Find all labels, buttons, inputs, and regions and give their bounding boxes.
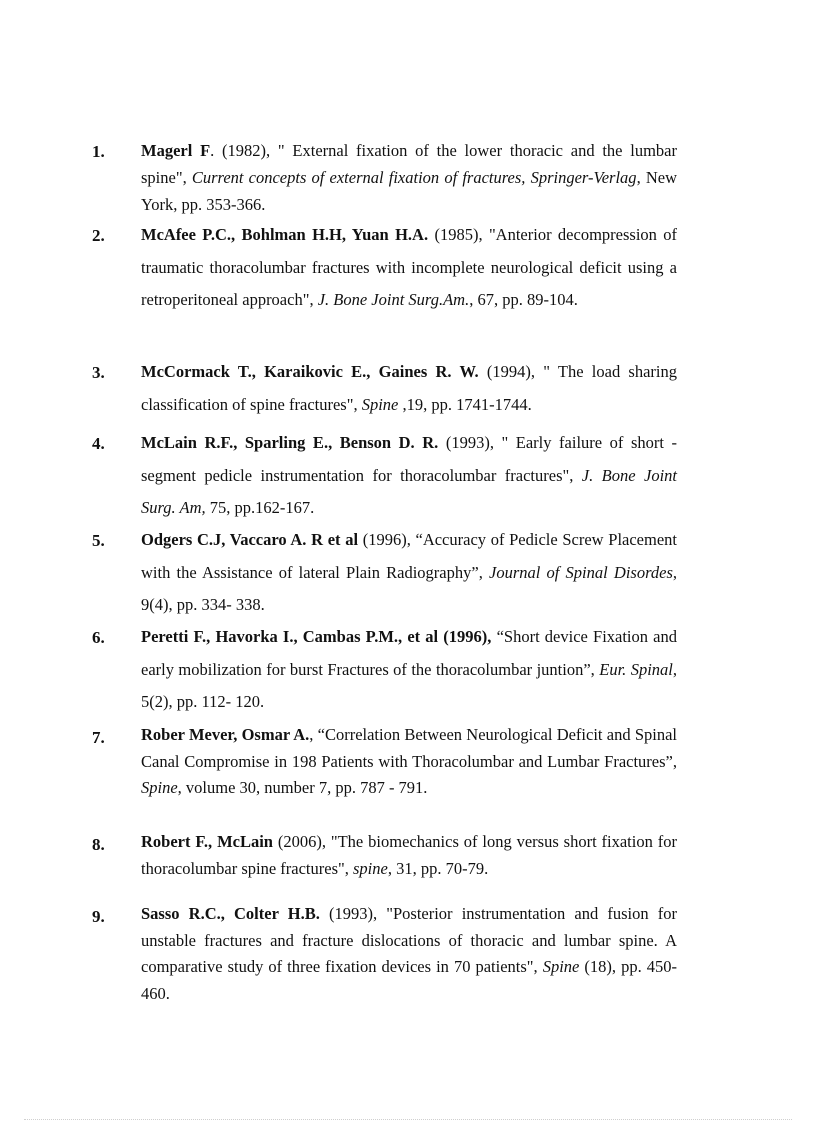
reference-journal: Eur. Spinal xyxy=(599,659,673,679)
reference-text xyxy=(141,219,677,317)
reference-authors: Rober Mever, Osmar A. xyxy=(141,725,310,744)
reference-text xyxy=(141,722,677,802)
reference-number: 2. xyxy=(92,226,105,245)
reference-text xyxy=(141,621,677,719)
reference-details: (18), pp. 450-460. xyxy=(141,957,677,1003)
reference-number: 4. xyxy=(92,434,105,453)
reference-authors: McLain R.F., Sparling E., Benson D. R. xyxy=(141,433,439,452)
reference-title: (1985), "Anterior decompression of traumatic thoracolumbar fractures with incomplete neurological deficit using a retroperitoneal approach", xyxy=(141,225,678,309)
reference-authors: Magerl F xyxy=(141,141,211,160)
page-footer-divider xyxy=(24,1119,792,1120)
reference-details: , 5(2), pp. 112- 120. xyxy=(141,659,678,711)
reference-title: (2006), "The biomechanics of long versus short fixation for thoracolumbar spine fractures", xyxy=(141,832,677,878)
reference-authors: Peretti F., Havorka I., Cambas P.M., et al (1996), xyxy=(141,627,492,646)
reference-title: (1996), “Accuracy of Pedicle Screw Placement with the Assistance of lateral Plain Radiography”, xyxy=(141,530,677,582)
reference-details: , 67, pp. 89-104. xyxy=(469,290,578,309)
reference-authors: McAfee P.C., Bohlman H.H, Yuan H.A. xyxy=(141,225,429,244)
reference-title: (1993), "Posterior instrumentation and fusion for unstable fractures and fracture dislocations of thoracic and lumbar spine. A comparative study of three fixation devices in 70 patients", xyxy=(141,904,677,976)
reference-authors: Odgers C.J, Vaccaro A. R et al xyxy=(141,530,359,549)
reference-title: (1993), " Early failure of short - segment pedicle instrumentation for thoracolumbar fractures", xyxy=(141,433,678,485)
reference-text xyxy=(141,829,677,882)
reference-details: , volume 30, number 7, pp. 787 - 791. xyxy=(177,778,428,797)
reference-journal: J. Bone Joint Surg.Am. xyxy=(317,290,470,309)
reference-text xyxy=(141,901,677,1007)
reference-authors: McCormack T., Karaikovic E., Gaines R. W. xyxy=(141,362,479,381)
reference-details: , New York, pp. 353-366. xyxy=(141,168,678,214)
reference-journal: spine xyxy=(353,858,388,878)
reference-authors: Robert F., McLain xyxy=(141,832,273,851)
reference-journal: Journal of Spinal Disordes xyxy=(489,562,673,582)
reference-number: 5. xyxy=(92,531,105,550)
reference-number: 1. xyxy=(92,142,105,161)
reference-title: “Short device Fixation and early mobilization for burst Fractures of the thoracolumbar juntion”, xyxy=(141,627,677,679)
reference-journal: Current concepts of external fixation of fractures, Springer-Verlag xyxy=(191,168,637,187)
reference-authors: Sasso R.C., Colter H.B. xyxy=(141,904,320,923)
reference-text xyxy=(141,137,677,218)
reference-number: 8. xyxy=(92,835,105,854)
reference-text xyxy=(141,356,677,421)
reference-number: 7. xyxy=(92,728,105,747)
reference-details: 75, pp.162-167. xyxy=(205,498,315,517)
reference-title: (1994), " The load sharing classification of spine fractures", xyxy=(141,362,678,414)
reference-number: 6. xyxy=(92,628,105,647)
reference-details: , 9(4), pp. 334- 338. xyxy=(141,562,677,614)
reference-details: , 31, pp. 70-79. xyxy=(387,858,489,878)
reference-number: 9. xyxy=(92,907,105,926)
reference-text xyxy=(141,427,677,525)
reference-journal: J. Bone Joint Surg. Am, xyxy=(141,465,677,517)
reference-title: , “Correlation Between Neurological Deficit and Spinal Canal Compromise in 198 Patients with Thoracolumbar and Lumbar Fractures”, xyxy=(141,725,677,771)
reference-journal: Spine xyxy=(542,957,580,976)
reference-details: ,19, pp. 1741-1744. xyxy=(398,394,532,414)
reference-journal: Spine xyxy=(141,778,178,797)
reference-text xyxy=(141,524,677,622)
reference-number: 3. xyxy=(92,363,105,382)
reference-title: . (1982), " External fixation of the lower thoracic and the lumbar spine", xyxy=(141,141,677,187)
reference-journal: Spine xyxy=(361,394,399,414)
